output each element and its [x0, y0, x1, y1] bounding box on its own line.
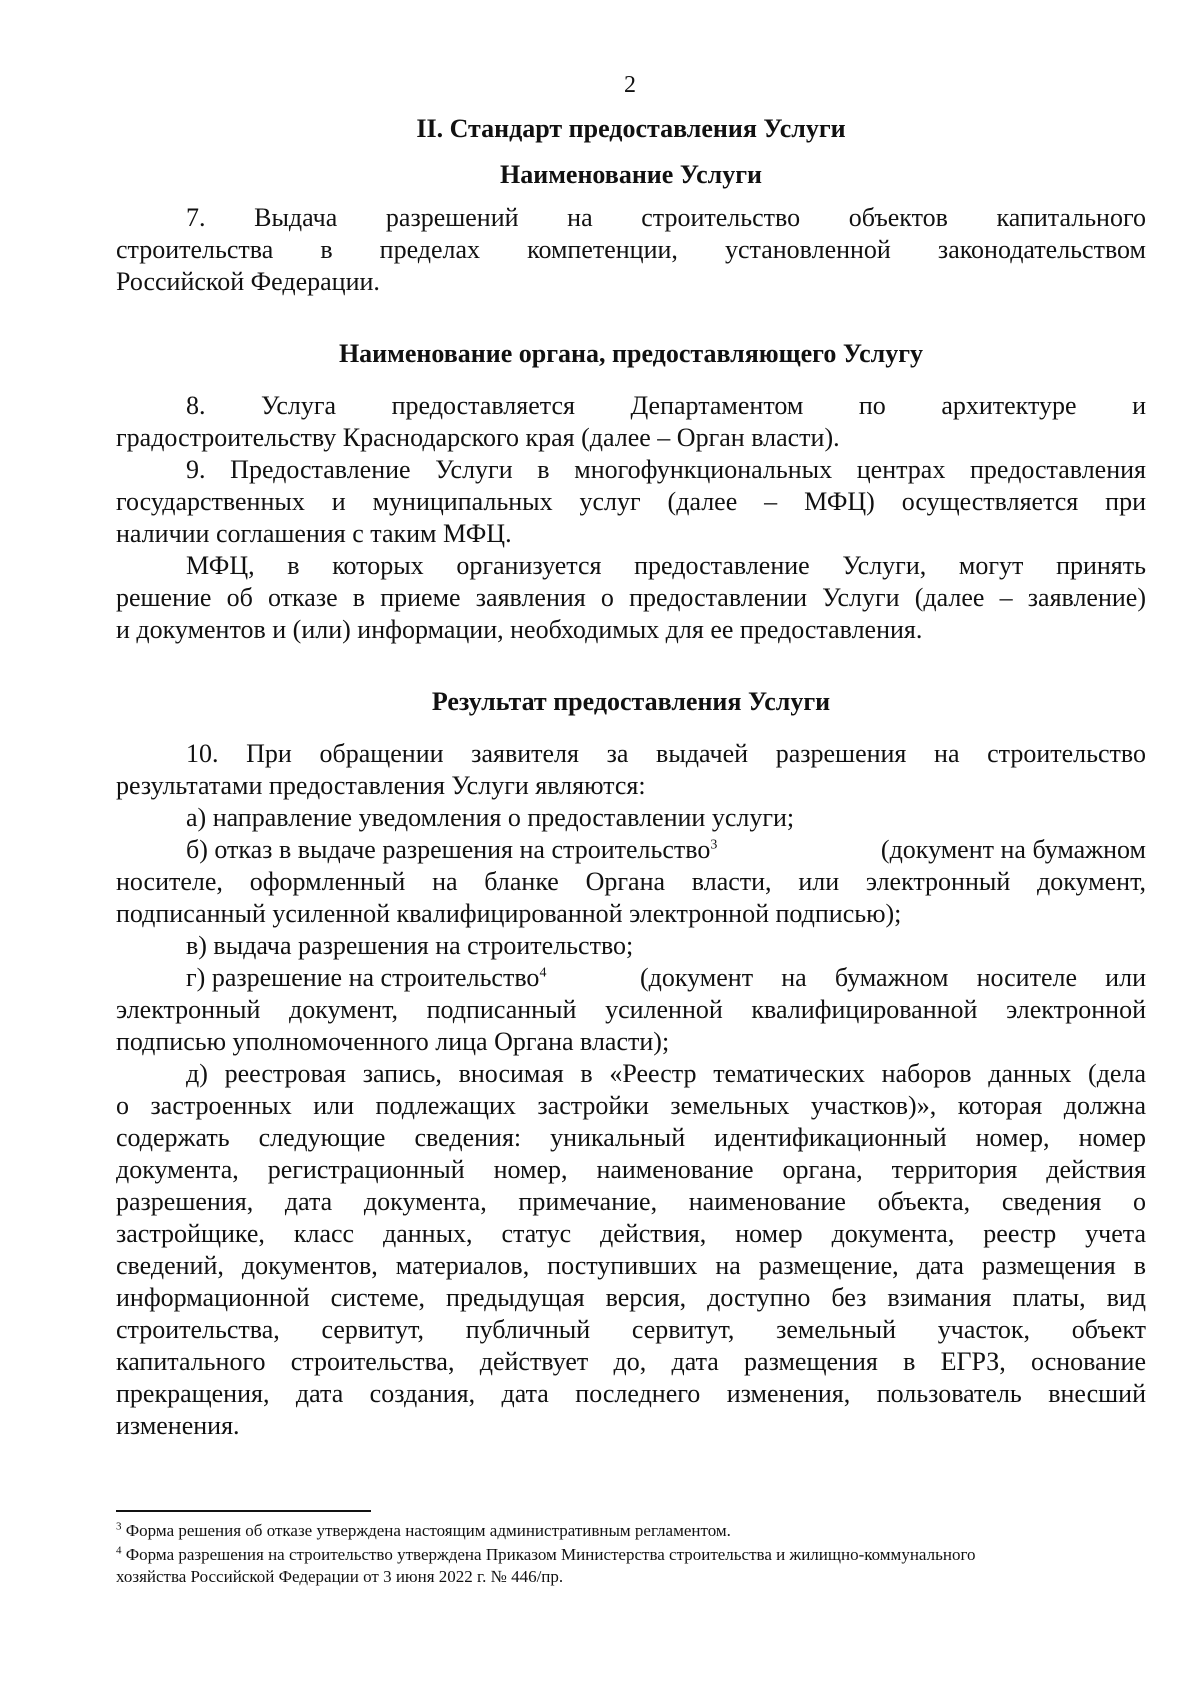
- footnote-separator: [116, 1510, 371, 1512]
- mfc-paragraph-line-1: МФЦ, в которых организуется предоставление Услуги, могут принять: [186, 551, 1146, 580]
- item-b-line-3: подписанный усиленной квалифицированной электронной подписью);: [116, 899, 902, 928]
- item-g-line-1: [186, 962, 626, 994]
- paragraph-7-line-3: Российской Федерации.: [116, 267, 380, 296]
- section-heading: II. Стандарт предоставления Услуги: [416, 114, 846, 143]
- item-d-line-1: д) реестровая запись, вносимая в «Реестр тематических наборов данных (дела: [186, 1059, 1146, 1088]
- item-d-line-9: строительства, сервитут, публичный сервитут, земельный участок, объект: [116, 1315, 1146, 1344]
- paragraph-9-line-2: государственных и муниципальных услуг (далее – МФЦ) осуществляется при: [116, 487, 1146, 516]
- item-d-line-3: содержать следующие сведения: уникальный идентификационный номер, номер: [116, 1123, 1146, 1152]
- item-b-text: б) отказ в выдаче разрешения на строительство: [186, 835, 711, 864]
- item-g-line-1-end: (документ на бумажном носителе или: [640, 963, 1146, 992]
- paragraph-9-line-1: 9. Предоставление Услуги в многофункциональных центрах предоставления: [186, 455, 1146, 484]
- footnote-4-line-2: хозяйства Российской Федерации от 3 июня 2022 г. № 446/пр.: [116, 1567, 564, 1586]
- mfc-paragraph-line-3: и документов и (или) информации, необходимых для ее предоставления.: [116, 615, 923, 644]
- item-a: а) направление уведомления о предоставлении услуги;: [186, 803, 795, 832]
- paragraph-7-line-2: строительства в пределах компетенции, установленной законодательством: [116, 235, 1146, 264]
- item-d-line-7: сведений, документов, материалов, поступивших на размещение, дата размещения в: [116, 1251, 1146, 1280]
- item-d-line-6: застройщике, класс данных, статус действия, номер документа, реестр учета: [116, 1219, 1146, 1248]
- item-b-line-1: [186, 834, 836, 866]
- footnote-ref-3: 3: [710, 837, 718, 853]
- service-name-heading: Наименование Услуги: [499, 160, 763, 189]
- item-d-line-5: разрешения, дата документа, примечание, наименование объекта, сведения о: [116, 1187, 1146, 1216]
- item-g-line-2: электронный документ, подписанный усиленной квалифицированной электронной: [116, 995, 1146, 1024]
- item-g-text: г) разрешение на строительство: [186, 963, 540, 992]
- paragraph-7-line-1: 7. Выдача разрешений на строительство объектов капитального: [186, 203, 1146, 232]
- footnote-4-line-1: $^4$ Форма разрешения на строительство утверждена Приказом Министерства строительства и жилищно-коммунального: [116, 1544, 976, 1564]
- item-d-line-2: о застроенных или подлежащих застройки земельных участков)», которая должна: [116, 1091, 1146, 1120]
- page-number: 2: [624, 72, 636, 98]
- item-v: в) выдача разрешения на строительство;: [186, 931, 634, 960]
- item-d-line-8: информационной системе, предыдущая версия, доступно без взимания платы, вид: [116, 1283, 1146, 1312]
- item-d-line-11: прекращения, дата создания, дата последнего изменения, пользователь внесший: [116, 1379, 1146, 1408]
- result-heading: Результат предоставления Услуги: [431, 687, 831, 716]
- paragraph-8-line-1: 8. Услуга предоставляется Департаментом по архитектуре и: [186, 391, 1146, 420]
- item-b-line-2: носителе, оформленный на бланке Органа власти, или электронный документ,: [116, 867, 1146, 896]
- item-g-line-3: подписью уполномоченного лица Органа власти);: [116, 1027, 670, 1056]
- paragraph-9-line-3: наличии соглашения с таким МФЦ.: [116, 519, 512, 548]
- item-d-line-12: изменения.: [116, 1411, 240, 1440]
- item-d-line-10: капитального строительства, действует до, дата размещения в ЕГРЗ, основание: [116, 1347, 1146, 1376]
- paragraph-10-line-2: результатами предоставления Услуги являются:: [116, 771, 646, 800]
- item-b-line-1-end: (документ на бумажном: [880, 835, 1146, 864]
- authority-heading: Наименование органа, предоставляющего Услугу: [338, 339, 924, 368]
- footnote-3: $^3$ Форма решения об отказе утверждена настоящим административным регламентом.: [116, 1520, 731, 1540]
- paragraph-8-line-2: градостроительству Краснодарского края (далее – Орган власти).: [116, 423, 840, 452]
- footnote-ref-4: 4: [539, 965, 547, 981]
- mfc-paragraph-line-2: решение об отказе в приеме заявления о предоставлении Услуги (далее – заявление): [116, 583, 1146, 612]
- item-d-line-4: документа, регистрационный номер, наименование органа, территория действия: [116, 1155, 1146, 1184]
- paragraph-10-line-1: 10. При обращении заявителя за выдачей разрешения на строительство: [186, 739, 1146, 768]
